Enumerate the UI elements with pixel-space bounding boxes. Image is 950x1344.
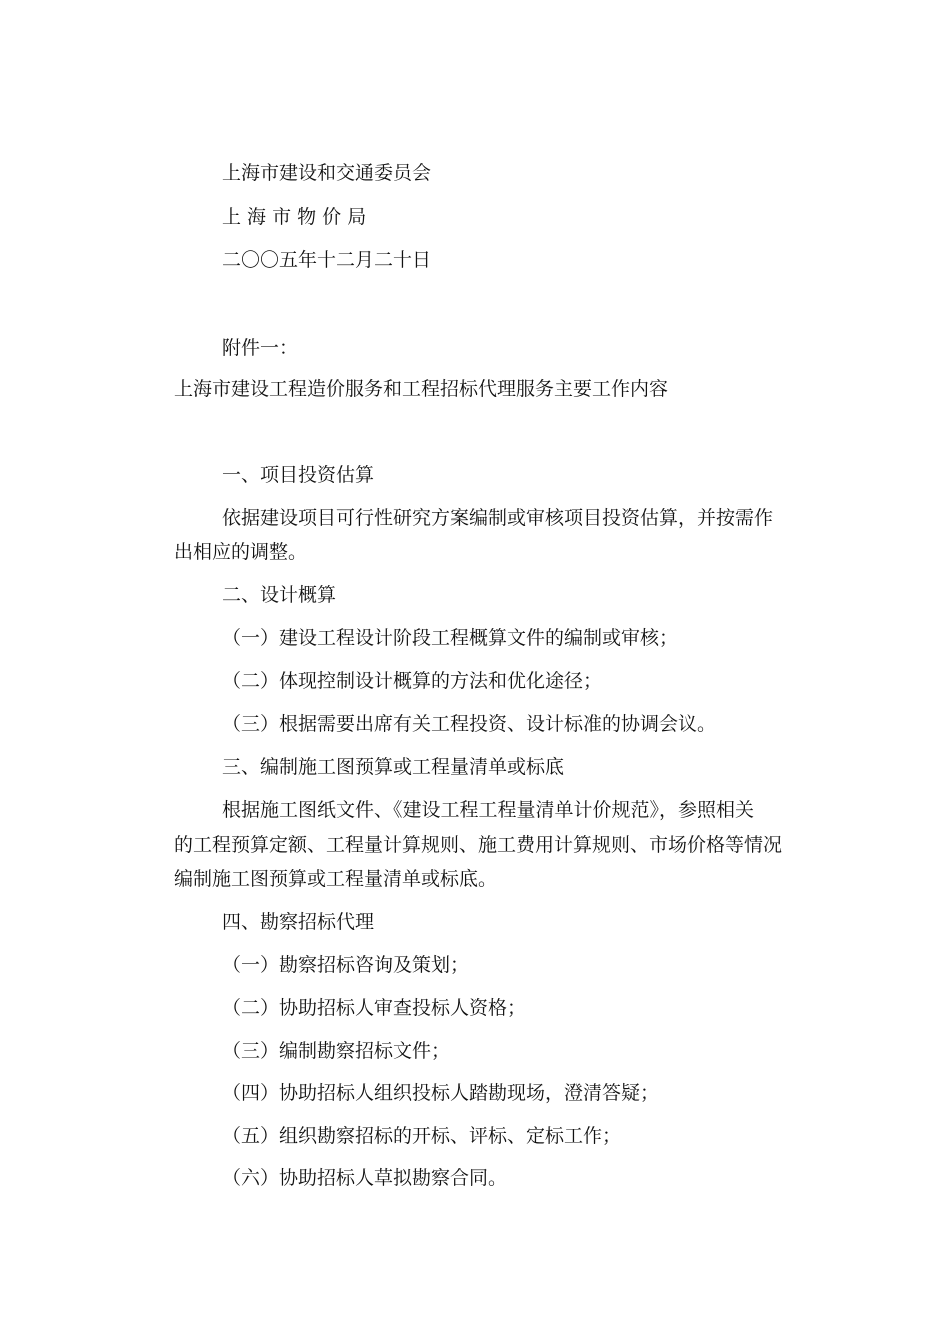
section-1-paragraph-line-2: 出相应的调整。 bbox=[174, 541, 308, 563]
section-2-item-1: （一）建设工程设计阶段工程概算文件的编制或审核； bbox=[222, 627, 679, 649]
section-2-heading: 二、设计概算 bbox=[222, 584, 337, 606]
section-4-item-5: （五）组织勘察招标的开标、评标、定标工作； bbox=[222, 1125, 622, 1147]
section-4-item-1: （一）勘察招标咨询及策划； bbox=[222, 954, 470, 976]
section-1-heading: 一、项目投资估算 bbox=[222, 464, 375, 486]
section-3-paragraph-line-2: 的工程预算定额、工程量计算规则、施工费用计算规则、市场价格等情况 bbox=[174, 834, 783, 856]
attachment-label: 附件一： bbox=[222, 337, 299, 359]
section-3-paragraph-line-3: 编制施工图预算或工程量清单或标底。 bbox=[174, 868, 498, 890]
section-4-item-4: （四）协助招标人组织投标人踏勘现场，澄清答疑； bbox=[222, 1082, 660, 1104]
issuer-org-2: 上 海 市 物 价 局 bbox=[222, 206, 367, 228]
section-4-item-3: （三）编制勘察招标文件； bbox=[222, 1040, 451, 1062]
section-4-heading: 四、勘察招标代理 bbox=[222, 911, 375, 933]
section-4-item-6: （六）协助招标人草拟勘察合同。 bbox=[222, 1167, 508, 1189]
section-3-paragraph-line-1: 根据施工图纸文件、《建设工程工程量清单计价规范》，参照相关 bbox=[222, 799, 755, 821]
section-3-heading: 三、编制施工图预算或工程量清单或标底 bbox=[222, 756, 565, 778]
attachment-title: 上海市建设工程造价服务和工程招标代理服务主要工作内容 bbox=[174, 378, 669, 400]
section-2-item-3: （三）根据需要出席有关工程投资、设计标准的协调会议。 bbox=[222, 713, 717, 735]
section-1-paragraph-line-1: 依据建设项目可行性研究方案编制或审核项目投资估算，并按需作 bbox=[222, 507, 774, 529]
section-4-item-2: （二）协助招标人审查投标人资格； bbox=[222, 997, 527, 1019]
issue-date: 二〇〇五年十二月二十日 bbox=[222, 249, 432, 271]
section-2-item-2: （二）体现控制设计概算的方法和优化途径； bbox=[222, 670, 603, 692]
issuer-org-1: 上海市建设和交通委员会 bbox=[222, 162, 432, 184]
